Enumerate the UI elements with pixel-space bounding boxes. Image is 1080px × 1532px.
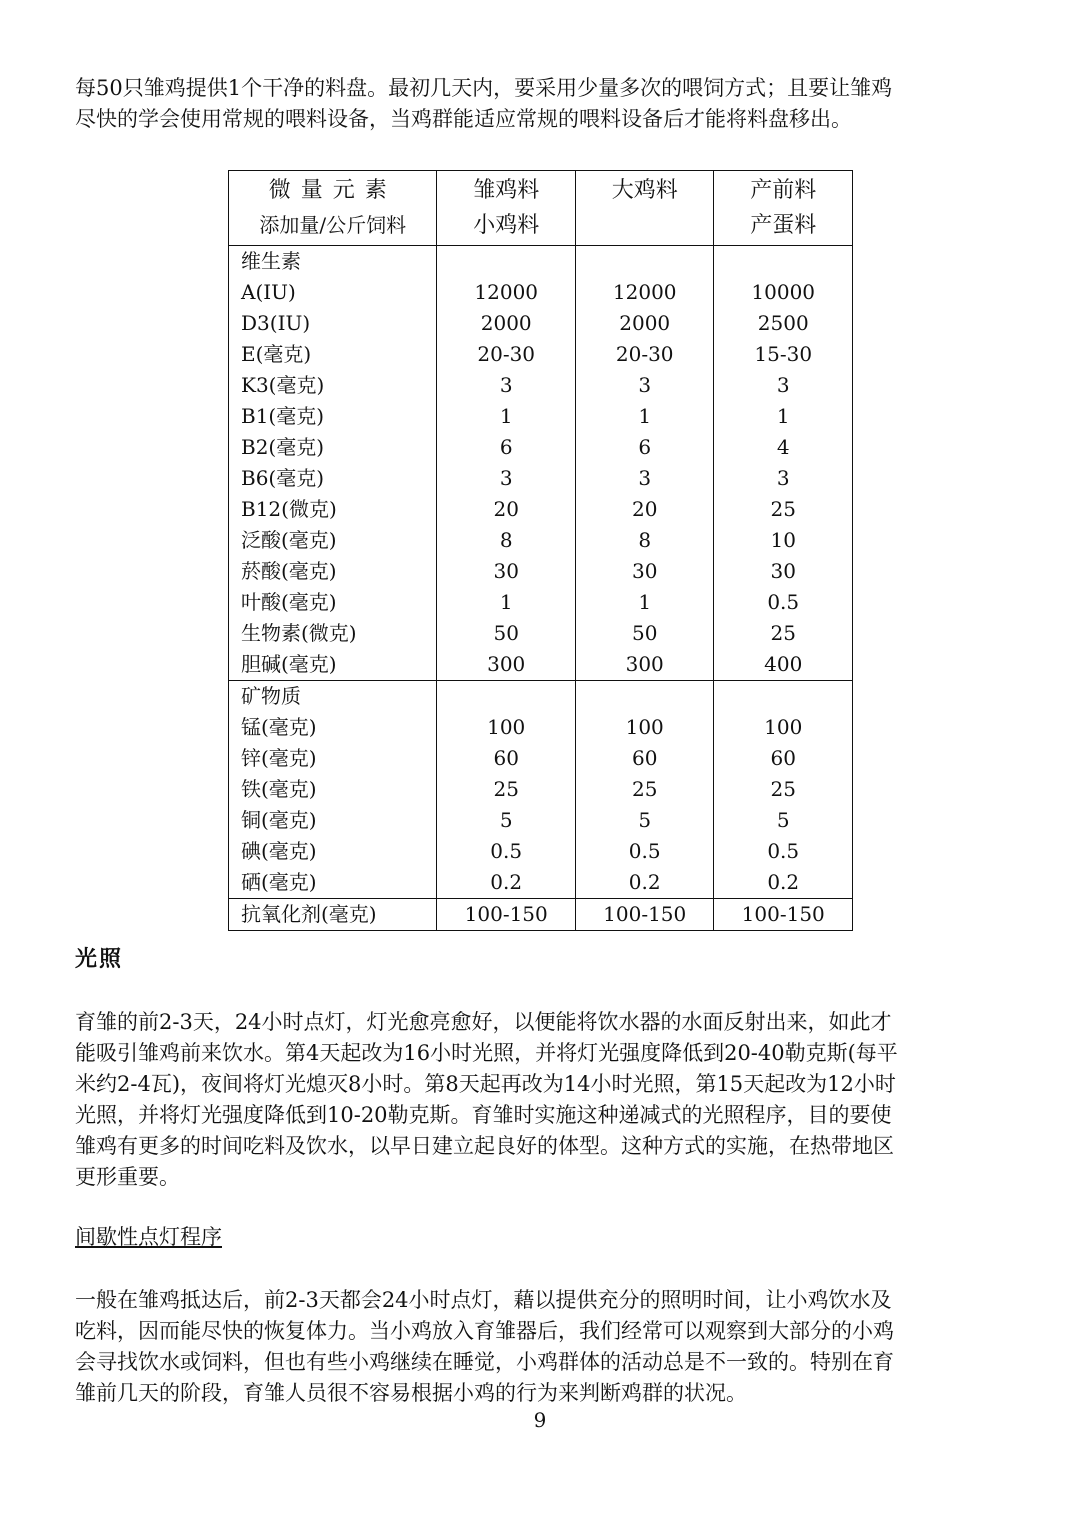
row-label: 碘(毫克): [229, 836, 437, 867]
trace-element-table: [228, 170, 853, 931]
value-cell: 1: [437, 587, 576, 618]
text-line: 会寻找饮水或饲料，但也有些小鸡继续在睡觉，小鸡群体的活动总是不一致的。特别在育: [75, 1350, 894, 1374]
value-cell: 25: [437, 774, 576, 805]
text-line: 吃料，因而能尽快的恢复体力。当小鸡放入育雏器后，我们经常可以观察到大部分的小鸡: [75, 1319, 894, 1343]
text-line: 能吸引雏鸡前来饮水。第4天起改为16小时光照，并将灯光强度降低到20-40勒克斯(每平: [75, 1041, 898, 1065]
value-cell: 20-30: [575, 339, 714, 370]
row-label: A(IU): [229, 277, 437, 308]
text-line: 尽快的学会使用常规的喂料设备，当鸡群能适应常规的喂料设备后才能将料盘移出。: [75, 107, 852, 131]
chick-arrival-paragraph: [75, 1285, 985, 1409]
table-row: [229, 899, 853, 931]
value-cell: 3: [575, 370, 714, 401]
value-cell: 12000: [437, 277, 576, 308]
table-row: [229, 867, 853, 899]
row-label: 抗氧化剂(毫克): [229, 899, 437, 931]
value-cell: 0.2: [437, 867, 576, 899]
value-cell: 400: [714, 649, 853, 681]
lighting-paragraph: [75, 1007, 985, 1193]
table-row: [229, 587, 853, 618]
value-cell: 10000: [714, 277, 853, 308]
table-row: [229, 556, 853, 587]
value-cell: 0.2: [575, 867, 714, 899]
text-line: 雏前几天的阶段，育雏人员很不容易根据小鸡的行为来判断鸡群的状况。: [75, 1381, 747, 1405]
value-cell: 25: [714, 774, 853, 805]
text-line: 米约2-4瓦)，夜间将灯光熄灭8小时。第8天起再改为14小时光照，第15天起改为12小时: [75, 1072, 896, 1096]
value-cell: 4: [714, 432, 853, 463]
row-label: K3(毫克): [229, 370, 437, 401]
table-row: [229, 836, 853, 867]
value-cell: 100-150: [437, 899, 576, 931]
value-cell: 2000: [437, 308, 576, 339]
header-grower-feed: 大鸡料: [575, 171, 714, 246]
text-line: 雏鸡有更多的时间吃料及饮水，以早日建立起良好的体型。这种方式的实施，在热带地区: [75, 1134, 894, 1158]
value-cell: 5: [714, 805, 853, 836]
value-cell: 100: [437, 712, 576, 743]
table-row: [229, 774, 853, 805]
page-number: 9: [533, 1408, 547, 1432]
row-label: 铁(毫克): [229, 774, 437, 805]
value-cell: [437, 246, 576, 278]
text-line: 育雏的前2-3天，24小时点灯，灯光愈亮愈好，以便能将饮水器的水面反射出来，如此才: [75, 1010, 892, 1034]
row-label: 矿物质: [229, 681, 437, 713]
row-label: B12(微克): [229, 494, 437, 525]
value-cell: 100: [575, 712, 714, 743]
row-label: B6(毫克): [229, 463, 437, 494]
value-cell: 60: [714, 743, 853, 774]
text-line: 每50只雏鸡提供1个干净的料盘。最初几天内，要采用少量多次的喂饲方式；且要让雏鸡: [75, 76, 893, 100]
value-cell: 3: [437, 370, 576, 401]
row-label: 泛酸(毫克): [229, 525, 437, 556]
table-row: [229, 649, 853, 681]
value-cell: 0.5: [575, 836, 714, 867]
row-label: 锰(毫克): [229, 712, 437, 743]
value-cell: 30: [437, 556, 576, 587]
table-row: [229, 432, 853, 463]
value-cell: 3: [714, 463, 853, 494]
value-cell: [437, 681, 576, 713]
row-label: 维生素: [229, 246, 437, 278]
table-row: [229, 370, 853, 401]
value-cell: 30: [714, 556, 853, 587]
value-cell: 5: [575, 805, 714, 836]
value-cell: 300: [575, 649, 714, 681]
value-cell: 8: [575, 525, 714, 556]
row-label: 菸酸(毫克): [229, 556, 437, 587]
value-cell: 300: [437, 649, 576, 681]
subheading-intermittent-lighting: 间歇性点灯程序: [75, 1225, 222, 1249]
section-title-row: [229, 681, 853, 713]
value-cell: 0.5: [714, 836, 853, 867]
value-cell: 1: [437, 401, 576, 432]
section-heading-lighting: 光照: [75, 947, 124, 972]
table-row: [229, 805, 853, 836]
value-cell: 25: [714, 618, 853, 649]
value-cell: 10: [714, 525, 853, 556]
value-cell: 1: [575, 401, 714, 432]
table-row: [229, 339, 853, 370]
value-cell: 0.5: [714, 587, 853, 618]
intro-paragraph: [75, 73, 985, 135]
table-row: [229, 308, 853, 339]
table-row: [229, 401, 853, 432]
value-cell: 100: [714, 712, 853, 743]
table-row: [229, 525, 853, 556]
value-cell: [575, 681, 714, 713]
value-cell: 3: [575, 463, 714, 494]
row-label: B1(毫克): [229, 401, 437, 432]
value-cell: 20-30: [437, 339, 576, 370]
value-cell: 20: [575, 494, 714, 525]
value-cell: 100-150: [575, 899, 714, 931]
value-cell: 12000: [575, 277, 714, 308]
text-line: 更形重要。: [75, 1165, 180, 1189]
row-label: 铜(毫克): [229, 805, 437, 836]
value-cell: 6: [437, 432, 576, 463]
section-title-row: [229, 246, 853, 278]
row-label: 胆碱(毫克): [229, 649, 437, 681]
value-cell: 6: [575, 432, 714, 463]
value-cell: [575, 246, 714, 278]
row-label: 锌(毫克): [229, 743, 437, 774]
header-layer-feed: 产前料 产蛋料: [714, 171, 853, 246]
table-row: [229, 743, 853, 774]
value-cell: 1: [575, 587, 714, 618]
value-cell: 0.2: [714, 867, 853, 899]
value-cell: 30: [575, 556, 714, 587]
value-cell: 60: [575, 743, 714, 774]
table-row: [229, 277, 853, 308]
text-line: 一般在雏鸡抵达后，前2-3天都会24小时点灯，藉以提供充分的照明时间，让小鸡饮水及: [75, 1288, 892, 1312]
value-cell: [714, 246, 853, 278]
value-cell: 3: [714, 370, 853, 401]
row-label: D3(IU): [229, 308, 437, 339]
value-cell: 3: [437, 463, 576, 494]
table-row: [229, 712, 853, 743]
row-label: 生物素(微克): [229, 618, 437, 649]
value-cell: 25: [575, 774, 714, 805]
row-label: B2(毫克): [229, 432, 437, 463]
text-line: 光照，并将灯光强度降低到10-20勒克斯。育雏时实施这种递减式的光照程序，目的要使: [75, 1103, 892, 1127]
value-cell: 8: [437, 525, 576, 556]
value-cell: 25: [714, 494, 853, 525]
value-cell: 0.5: [437, 836, 576, 867]
table-body: [229, 246, 853, 931]
row-label: E(毫克): [229, 339, 437, 370]
table-row: [229, 463, 853, 494]
value-cell: 60: [437, 743, 576, 774]
value-cell: 50: [575, 618, 714, 649]
value-cell: 100-150: [714, 899, 853, 931]
table-header-row: [229, 171, 853, 246]
header-element: 微量元素 添加量/公斤饲料: [229, 171, 437, 246]
table-row: [229, 494, 853, 525]
table-row: [229, 618, 853, 649]
row-label: 叶酸(毫克): [229, 587, 437, 618]
value-cell: 2000: [575, 308, 714, 339]
row-label: 硒(毫克): [229, 867, 437, 899]
value-cell: 50: [437, 618, 576, 649]
header-chick-feed: 雏鸡料 小鸡料: [437, 171, 576, 246]
value-cell: 5: [437, 805, 576, 836]
value-cell: 2500: [714, 308, 853, 339]
value-cell: 15-30: [714, 339, 853, 370]
value-cell: 1: [714, 401, 853, 432]
value-cell: [714, 681, 853, 713]
value-cell: 20: [437, 494, 576, 525]
